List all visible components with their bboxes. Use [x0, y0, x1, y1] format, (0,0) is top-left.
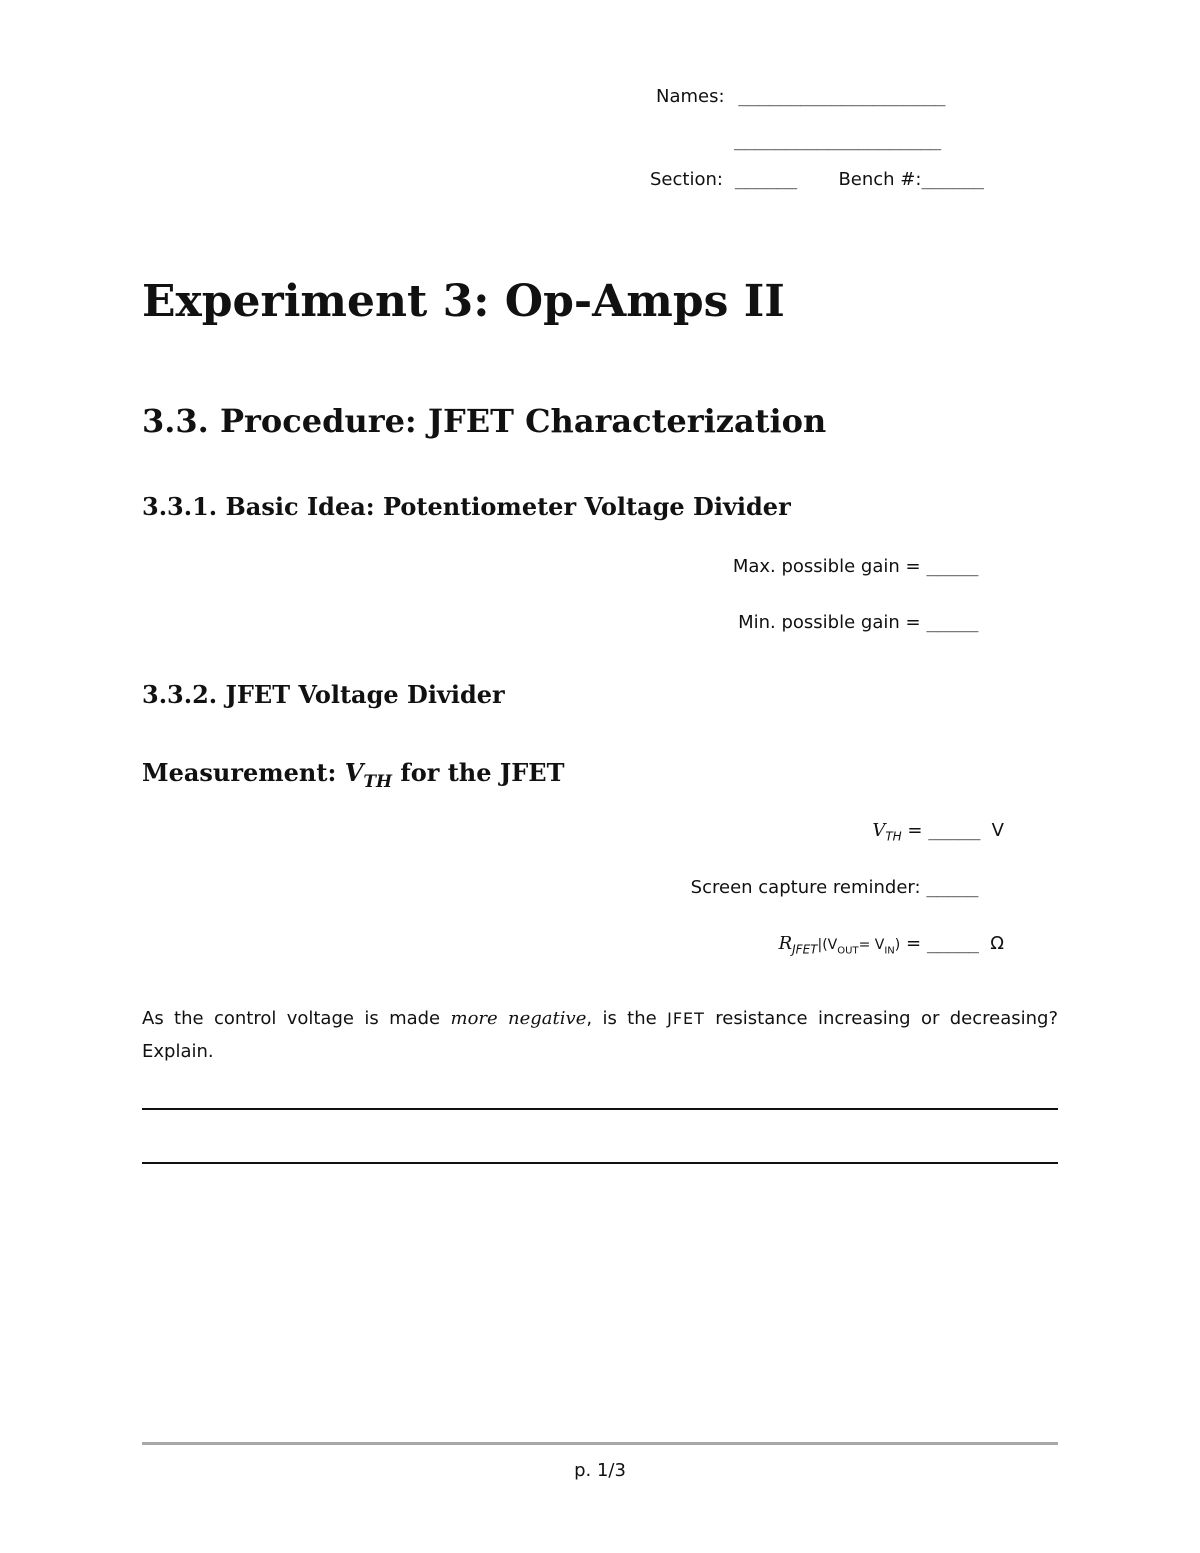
- names-blank-1[interactable]: ____________________: [738, 86, 946, 107]
- rjfet-cond-sub2: IN: [884, 945, 895, 957]
- screen-capture-label: Screen capture reminder:: [690, 877, 921, 898]
- answer-line-2[interactable]: [142, 1162, 1058, 1164]
- names-row: [656, 86, 945, 107]
- page-number: p. 1/3: [574, 1460, 626, 1481]
- section-label: Section:: [650, 169, 723, 190]
- question-paragraph: [142, 1002, 1058, 1068]
- vth-sub: TH: [885, 829, 902, 844]
- answer-line-1[interactable]: [142, 1108, 1058, 1110]
- vth-eq: =: [907, 820, 923, 841]
- rjfet-eq: =: [905, 933, 922, 954]
- bench-label: Bench #:: [838, 169, 922, 190]
- page-title: Experiment 3: Op-Amps II: [142, 276, 785, 327]
- max-gain-row: [733, 556, 978, 577]
- rjfet-sub: JFET: [792, 942, 818, 957]
- rjfet-cond-sub1: OUT: [837, 945, 859, 957]
- names-row-2: [734, 130, 941, 151]
- min-gain-row: [738, 612, 978, 633]
- question-jfet: JFET: [667, 1009, 705, 1028]
- rjfet-row: [779, 933, 1004, 957]
- rjfet-blank[interactable]: _____: [926, 933, 979, 954]
- question-part1: As the control voltage is made: [142, 1008, 441, 1029]
- vth-var: V: [872, 820, 886, 841]
- rjfet-cond-mid: = V: [858, 937, 885, 953]
- names-label: Names:: [656, 86, 725, 107]
- screen-capture-blank[interactable]: _____: [926, 877, 978, 898]
- measurement-prefix: Measurement:: [142, 758, 337, 787]
- subsection-1-heading: 3.3.1. Basic Idea: Potentiometer Voltage Divider: [142, 492, 791, 521]
- measurement-heading: [142, 758, 564, 792]
- measurement-sub: TH: [363, 771, 393, 792]
- min-gain-label: Min. possible gain =: [738, 612, 921, 633]
- subsection-2-heading: 3.3.2. JFET Voltage Divider: [142, 680, 505, 709]
- vth-unit: V: [991, 820, 1004, 841]
- rjfet-cond: |(V: [817, 937, 838, 953]
- section-heading: 3.3. Procedure: JFET Characterization: [142, 402, 827, 440]
- rjfet-cond-end: ): [894, 937, 901, 953]
- section-bench-row: [650, 169, 984, 190]
- vth-row: [872, 820, 1004, 844]
- rjfet-var: R: [778, 933, 793, 954]
- max-gain-blank[interactable]: _____: [926, 556, 978, 577]
- rjfet-unit: Ω: [990, 933, 1004, 954]
- measurement-suffix: for the JFET: [400, 758, 565, 787]
- vth-blank[interactable]: _____: [928, 820, 980, 841]
- section-blank[interactable]: ______: [734, 169, 797, 190]
- question-part3: resistance increasing or decreasing? Explain.: [142, 1008, 1058, 1062]
- min-gain-blank[interactable]: _____: [926, 612, 978, 633]
- bench-blank[interactable]: ______: [921, 169, 984, 190]
- screen-capture-row: [691, 877, 978, 898]
- measurement-var: V: [344, 758, 364, 787]
- max-gain-label: Max. possible gain =: [732, 556, 921, 577]
- question-part2: , is the: [586, 1008, 657, 1029]
- question-emph: more negative: [450, 1008, 587, 1029]
- names-blank-2[interactable]: ____________________: [734, 130, 941, 151]
- footer-rule: [142, 1442, 1058, 1445]
